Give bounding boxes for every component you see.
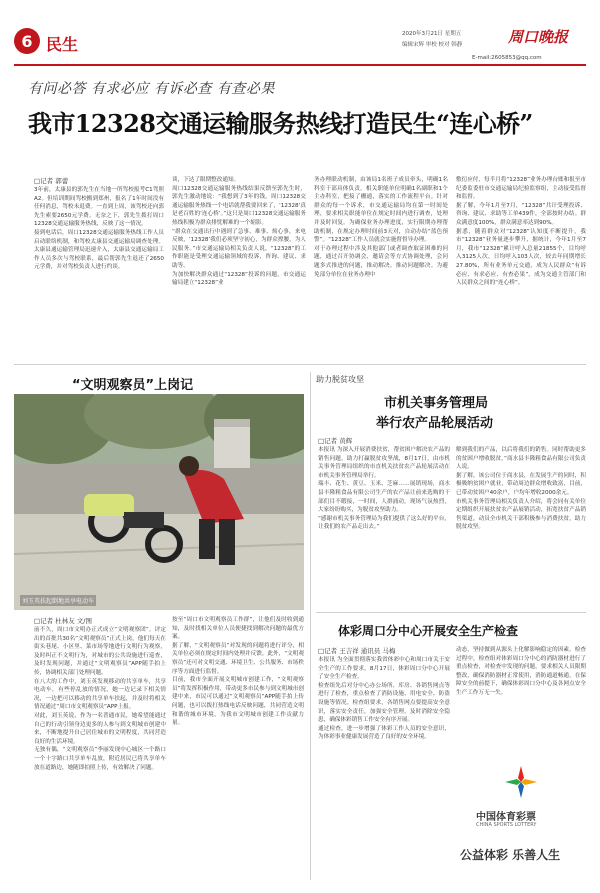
article1-col3: 务办理联动机制，由该局1名班子成员牵头，明确1名科室干部具体负责，相关职能单位明确1名副职和1个主办科室，把接了栅通，落实的工作流程平台。针对群众的每一个诉求，市交通运输局均在第一时间处理，要求相关职能单位在规定时间内进行调查，处理并及时回复。为确保业务办理进度，实行限期办理帮助机制，在规定办理时间前3天对，自动办结“蓝色预警”。“12328”工作人员就会实施督督导办理。 对于办理过程中涉及其他部门或者调查取证困难的问题，通过召开协调会、邀请会等方式协调处理，会问题多式推进的问题，推动解决。推动问题解决。为避免部分单位在业务办理中 xyxy=(314,177,448,278)
article1-col4: 敷衍应付，每半月将“12328”业务办理台账和报至市纪委监委驻市交通运输局纪检监察组，主动接受监督和监督。 据了解，今年1月至7月，“12328”共计受理投诉、咨询、建议、求助等工单439件，全部按时办结。群众满意度100%，群众满意率达到90%。 据悉，随着群众对“12328”认知度不断提升，我市“12328”业务量逐步攀升，据统计，今年1月至7月，我市“12328”累计呼入总量21855个，目均呼入3125人次，日均呼入103人次，较去年同期增长27.80%，所有业务单元交通，成为人民群众“有诉必应、有求必应、有查必果”。成为交通主管部门和人民群众之间的“连心桥”。 xyxy=(456,177,586,287)
article4-title: 体彩周口分中心开展安全生产检查 xyxy=(338,624,519,638)
article3-title-line1: 市机关事务管理局 xyxy=(384,396,489,411)
article3-kicker: 助力脱贫攻坚 xyxy=(316,375,364,384)
article2-photo xyxy=(14,394,304,610)
divider-vertical xyxy=(310,372,311,880)
lottery-brand-en: CHINA SPORTS LOTTERY xyxy=(476,822,537,828)
page-number: 6 xyxy=(21,31,33,51)
article3-col2: 解到我们的产品，以后将我们的销售。同时帮助更多的贫困户增收脱贫。”商水县丰隆粗食品有限公司负责人说。 据了解，该公司位于商水县，在发展生产的同时，积极吸纳贫困户就业，带动周边群众增收致富，目前，已带动贫困户40余户，户均年增收2000余元。 市机关事务管理局相关负责人介绍，将会同有关单位定期组织开展扶贫农产品展销活动，拓宽扶贫产品销售渠道，动员全市机关干部积极参与消费扶贫，助力脱贫攻坚。 xyxy=(456,447,586,531)
article2-col1: 前不久，周口市文明办正式成立“文明观察团”。评定出的首批共30名“文明观察员”正式上岗，他们每天在街头巷尾、小区里、菜市场等地进行文明行为观察，及时纠正不文明行为，对城市的公共设施进行巡查，及时发现问题，并通过“文明观察员”APP随手拍上传，协调相关部门处理问题。 在八大的工作中，刘玉英发现移动的共享单车，共享电动车，有些停乱放的情况，她一边记录下相关情况，一边把可以移动的共享单车扶起，并及时将相关情况通过“周口市文明观察员”APP上报。 对此，刘玉英说，作为一名普通市民，她希望能通过自己的行动引领身边更多的人参与到文明城市创建中来，不断地提升自己居住城市的文明程度，共同营造良好的生活环境。 无独有偶，“文明观察员”李丽发现中心城区一个路口一个十字路口共享单车乱放，附近居民已将共享单车放在道路边，她随即拍照上传，有效解决了问题。 xyxy=(34,627,166,771)
article1-col2: 谈，下达了限期整改通知。 周口12328交通运输服务热线结果反馈至郭先生时，郭先生激动地说：“我想到了3年的钱，周口12328交通运输服务热线一个电话就帮我要回来了，‘12328’真是老百姓的‘连心桥’。”这只是周口12328交通运输服务热线积极为群众排忧解难的一个缩影。 “群众在交通出行中遇到了急事、难事、烦心事，来电反映，‘12328’我们必须坚守初心，为群众撑腰，为人民服务。”市交通运输局相关负责人说，“12328”的工作职能是受理交通运输领域的投诉、咨询、建议、求助等。 为加快解决群众通过“12328”投诉的问题，市交通运输局建立“12328”业 xyxy=(172,177,306,287)
article2-title: “文明观察员”上岗记 xyxy=(72,378,194,393)
article4-col2: 动态，坚持做到从源头上化解影响稳定的因素。检查过程中，检查组对体彩周口分中心的消防器材进行了重点检查，对检查中发现的问题，要求相关人员限期整改，确保消防器材正常使用，消防通道畅通，在保障安全的前提下，确保体彩周口分中心及各网点安全生产工作万无一失。 xyxy=(456,647,586,696)
header-rule xyxy=(14,64,586,66)
editor-line: 编辑宋辉 审校 校对 韩静 xyxy=(402,42,463,48)
article3-byline: □记者 黄辉 xyxy=(318,437,353,445)
article4-byline: □记者 王吉祥 通讯员 马梅 xyxy=(318,647,396,655)
photo-illustration xyxy=(14,394,304,610)
lottery-logo-icon xyxy=(501,762,541,802)
photo-caption: 刘玉英扶起倒地共享电动车 xyxy=(20,595,96,606)
divider-horizontal-right xyxy=(316,612,586,613)
lottery-brand-cn: 中国体育彩票 xyxy=(476,812,536,823)
article2-col2: 按至“周口市文明观察员工作群”，让他们及时收到通知，及时找相关单位人员便捷找到解决问题的最优方案。 据了解，“文明观察员”对发现的问题将进行评分，相关单位必须在规定时间内处理并反馈。此外，“文明观察员”还可对文明交通、环境卫生、公共服务、市场秩序等方面进行监督。 目前，我市全面开展文明城市创建工作，“文明观察员”将发挥积极作用，带动更多市民参与到文明城市创建中来，市民可以通过“文明观察员”APP随手拍上传问题，也可以拨打热线电话反映问题，共同营造文明和谐的城市环境，为我市文明城市创建工作贡献力量。 xyxy=(172,617,304,727)
issue-date: 2020年3月21日 星期五 xyxy=(402,31,462,37)
lottery-ad xyxy=(456,760,586,882)
page-number-badge xyxy=(14,28,40,54)
lottery-slogan: 公益体彩 乐善人生 xyxy=(460,848,561,862)
main-title: 我市12328交通运输服务热线打造民生“连心桥” xyxy=(28,109,533,138)
article4-col1: 本报讯 为全面贯彻落实我省体彩中心和周口市关于安全生产的工作要求，8月17日，体彩周口分中心开展了安全生产检查。 检查组先后对分中心办公场所、库房、各销售网点等进行了检查，重点检查了消防设施、用电安全、防盗设施等情况。检查组要求，各销售网点要提高安全意识，落实安全责任，加强安全管理，及时消除安全隐患，确保体彩销售工作安全有序开展。 通过检查，进一步增强了体彩工作人员的安全意识，为体彩事业健康发展营造了良好的安全环境。 xyxy=(318,657,450,741)
article1-col1: 3年前，太康县的郭先生在当地一所驾校报考C1驾照A2。但培训期间驾校搬到郑州，报名了1年时间没有任何消息，驾校未退费。一直到上周，该驾校还向郭先生索要2650元学费。无奈之下，郭先生拨打周口12328交通运输服务热线，反映了这一情况。 接到电话后，周口12328交通运输服务热线工作人员启动联络机制，和驾校太康县交通运输局调查处理。太康县通运输管理局迅速介入，太康县交通运输局工作人员多次与驾校联系，最后帮郭先生退还了2650元学费，并对驾校负责人进行约谈。 xyxy=(34,187,164,271)
article1-byline: □记者 郭蕾 xyxy=(34,177,69,185)
slogan: 有问必答 有求必应 有诉必查 有查必果 xyxy=(28,81,275,97)
email-line: E-mail:2605853@qq.com xyxy=(472,55,542,61)
section-name: 民生 xyxy=(46,35,79,54)
masthead-logo: 周口晚报 xyxy=(508,28,569,46)
article3-title-line2: 举行农产品轮展活动 xyxy=(376,416,494,431)
divider-horizontal xyxy=(14,364,586,365)
article2-byline: □记者 杜林友 文/图 xyxy=(34,617,92,625)
article3-col1: 本报讯 为深入开展消费扶贫，帮贫困户解决农产品的销售问题，助力打赢脱贫攻坚战，8月17日，由市机关事务管理局组织的市直机关扶贫农产品轮展活动在市机关事务管理局举行。 瑞丰、花生、黄豆、玉米、芝麻……展销现场，商水县丰隆粗食品有限公司生产的农产品让前来选购的干部们目不暇接，一时间，人群涌动，现场气氛热烈，大家纷纷购买，为脱贫攻坚助力。 “感谢市机关事务管理局为我们提供了这么好的平台，让我们的农产品走出去。” xyxy=(318,447,450,531)
